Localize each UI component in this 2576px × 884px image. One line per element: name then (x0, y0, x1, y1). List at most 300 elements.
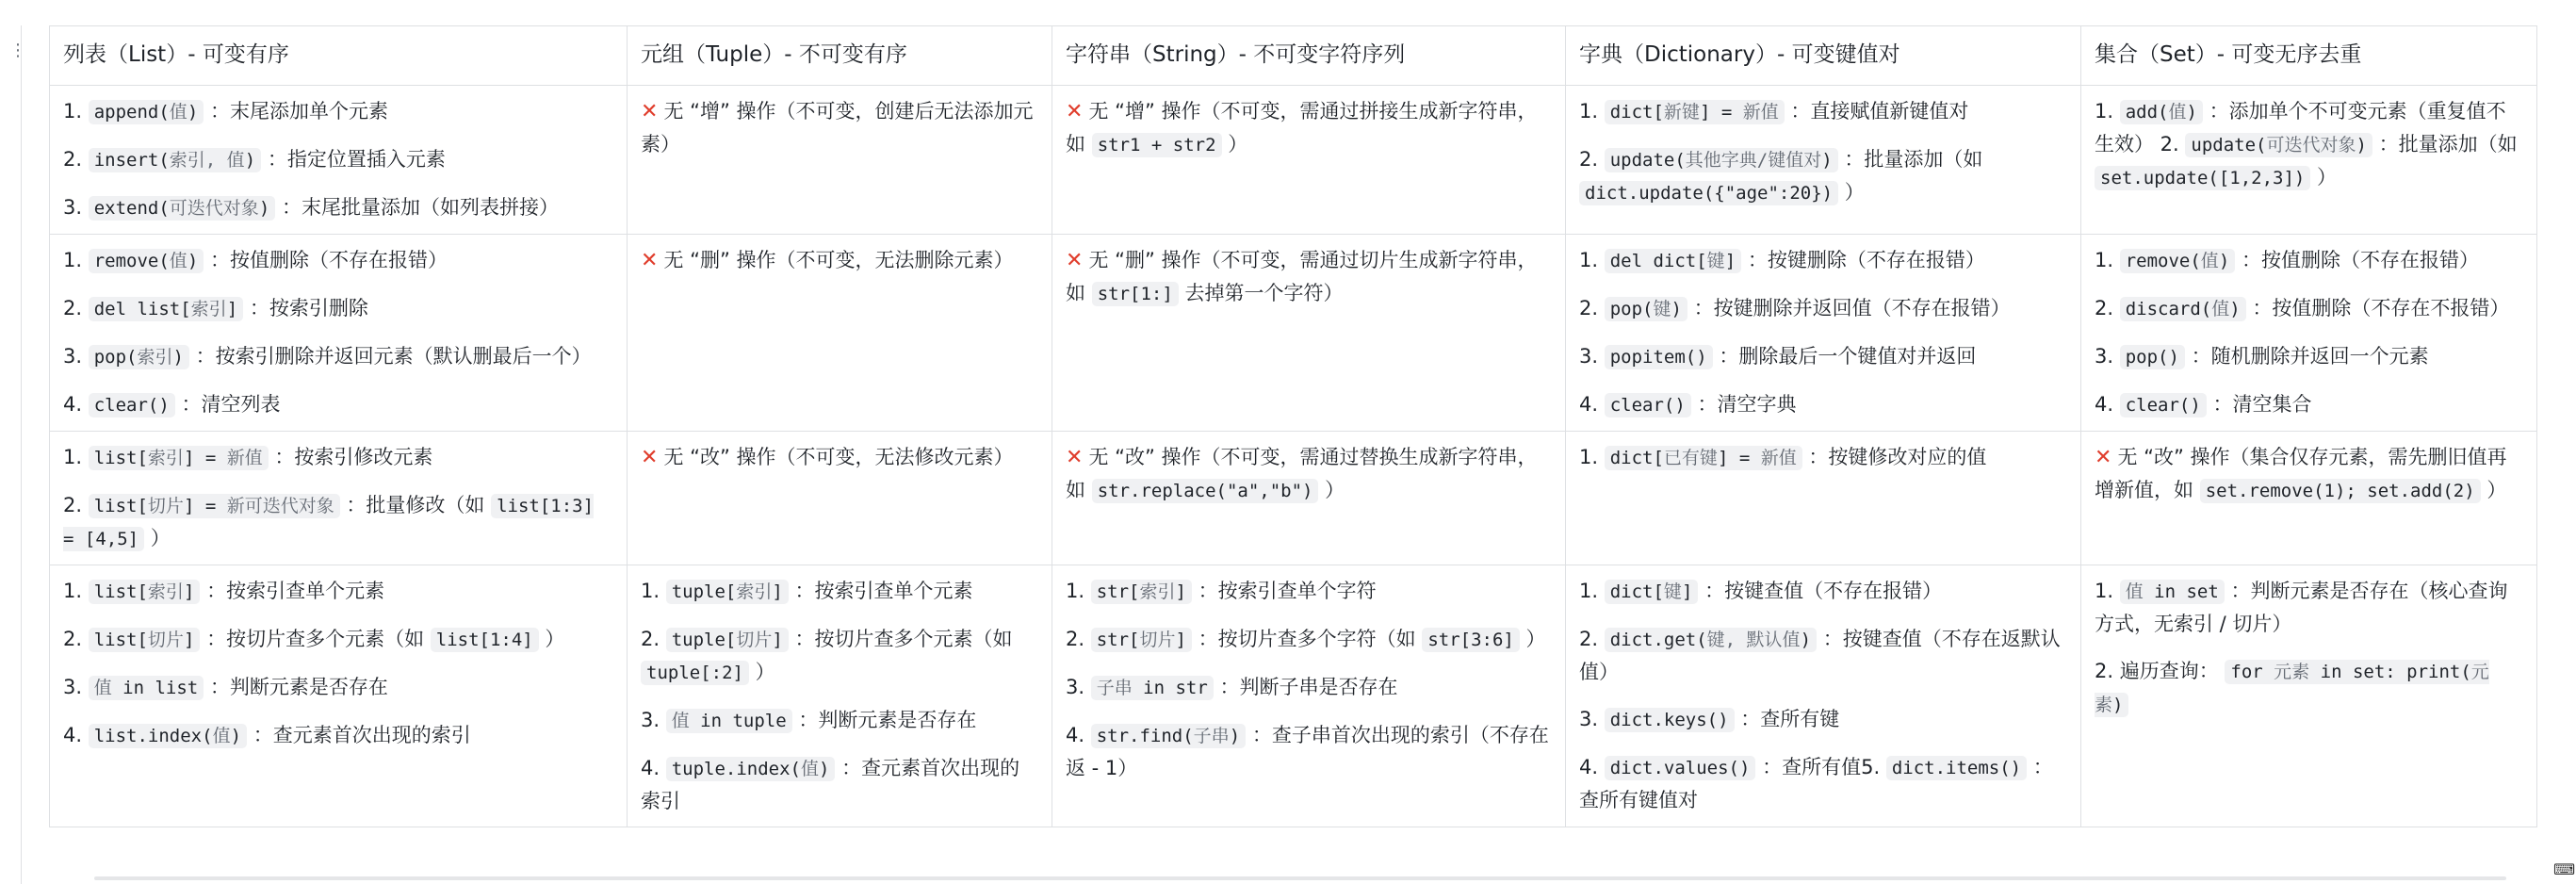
inline-code (2095, 166, 2310, 190)
horizontal-scrollbar[interactable] (94, 876, 2506, 880)
cell-line (63, 340, 613, 373)
cell-line (63, 244, 613, 277)
inline-code (89, 196, 276, 221)
code-text: ] (183, 581, 195, 602)
cell-line (1579, 340, 2067, 373)
cell-line (2095, 244, 2523, 277)
code-placeholder: 索引 (147, 448, 184, 468)
cell-delete-dict[interactable] (1566, 235, 2081, 432)
code-text: str[ (1096, 630, 1140, 650)
cell-text: ） (144, 527, 171, 549)
drag-handle-icon[interactable]: ⋮ (9, 41, 26, 60)
list-number: 3. (1579, 708, 1605, 730)
code-text: str[ (1096, 581, 1140, 602)
cell-text: ：查子串首次出现的索引（不存在返 - 1） (1066, 724, 1549, 779)
inline-code (1092, 282, 1179, 306)
code-text: str[1:] (1097, 284, 1173, 304)
cell-line (63, 671, 613, 704)
inline-code (666, 628, 789, 652)
code-text: dict.get( (1609, 630, 1707, 650)
cell-delete-list[interactable] (50, 235, 628, 432)
cell-modify-set[interactable] (2081, 432, 2537, 565)
cell-line (1066, 95, 1552, 161)
list-number: 1. (1066, 580, 1091, 602)
code-placeholder: 索引 (190, 299, 227, 319)
cell-text: ：随机删除并返回一个元素 (2184, 345, 2429, 368)
code-text: insert( (93, 150, 170, 171)
code-placeholder: 新可迭代对象 (226, 496, 334, 516)
cell-text: ） (1318, 479, 1345, 501)
cell-modify-list[interactable] (50, 432, 628, 565)
code-text: list.index( (93, 726, 213, 746)
cell-query-dict[interactable] (1566, 565, 2081, 827)
inline-code (89, 297, 243, 321)
code-placeholder: 键 (1706, 251, 1725, 271)
cell-text: ） (748, 661, 775, 683)
cell-delete-set[interactable] (2081, 235, 2537, 432)
cell-line (641, 623, 1038, 689)
inline-code (2120, 100, 2203, 124)
cell-text: ：按键查值（不存在报错） (1698, 580, 1943, 602)
code-text: ] = (183, 496, 227, 516)
code-placeholder: 切片 (147, 496, 184, 516)
code-text: list[ (93, 448, 148, 468)
cell-text: ：按键查值（不存在返默认值） (1579, 628, 2061, 683)
cell-text: ：清空列表 (174, 393, 281, 416)
inline-code (1091, 628, 1192, 652)
red-cross-icon: ✕ (1066, 100, 1084, 123)
code-text: dict.keys() (1609, 710, 1729, 730)
list-number: 1. (1579, 446, 1605, 468)
cell-text: ） (2480, 479, 2507, 501)
header-list[interactable]: 列表（List）- 可变有序 (50, 26, 628, 86)
cell-text: ：按索引查单个字符 (1191, 580, 1377, 602)
cell-text: ：按键修改对应的值 (1802, 446, 1987, 468)
list-number: 2. (2095, 297, 2120, 319)
cell-add-set[interactable] (2081, 86, 2537, 235)
inline-code (1605, 756, 1756, 780)
cell-text: ） (2310, 166, 2338, 188)
code-placeholder: 值 (2168, 102, 2187, 123)
cell-line (63, 191, 613, 224)
cell-text: ：按值删除（不存在报错） (2235, 249, 2479, 271)
list-number: 1. (1579, 580, 1605, 602)
inline-code (2120, 249, 2236, 273)
inline-code (666, 580, 789, 604)
inline-code (1605, 345, 1713, 369)
code-text: tuple[:2] (646, 663, 743, 683)
inline-code (2120, 393, 2207, 417)
code-text: ] (1724, 251, 1736, 271)
code-text: ] (772, 630, 783, 650)
cell-line (2095, 95, 2523, 194)
red-cross-icon: ✕ (1066, 249, 1084, 272)
cell-text: ：按索引删除 (243, 297, 368, 319)
row-header-border (21, 25, 22, 884)
cell-query-tuple[interactable] (628, 565, 1052, 827)
code-placeholder: 已有键 (1663, 448, 1718, 468)
code-placeholder: 新值 (226, 448, 263, 468)
list-number: 4. (1579, 393, 1605, 416)
list-number: 2. (63, 297, 89, 319)
code-text: del dict[ (1609, 251, 1707, 271)
cell-text: 无 “改” 操作（集合仅存元素，需先删旧值再增新值，如 (2095, 446, 2507, 501)
list-number: 3. (63, 676, 89, 698)
cell-line (641, 441, 1038, 474)
code-placeholder: 新键 (1663, 102, 1700, 123)
inline-code (1605, 393, 1691, 417)
code-text: list[1:4] (435, 630, 533, 650)
inline-code (1579, 181, 1838, 205)
code-text: dict.values() (1609, 758, 1751, 778)
list-number: 1. (2095, 100, 2120, 123)
inline-code (1092, 133, 1222, 157)
cell-line (63, 575, 613, 608)
code-text: discard( (2125, 299, 2212, 319)
cell-line (641, 575, 1038, 608)
code-placeholder: 索引, 值 (169, 150, 245, 171)
code-text: ) (1800, 630, 1812, 650)
list-number: 2. (63, 494, 89, 516)
header-string[interactable]: 字符串（String）- 不可变字符序列 (1052, 26, 1566, 86)
code-placeholder: 子串 (1193, 726, 1230, 746)
code-text: set.update([1,2,3]) (2100, 168, 2306, 188)
cell-line (1579, 703, 2067, 736)
code-text: clear() (2125, 395, 2201, 416)
list-number: 2. (1579, 297, 1605, 319)
comparison-table (49, 25, 2537, 827)
cell-text: ） (1221, 133, 1248, 156)
code-text: update( (2191, 135, 2267, 156)
list-number: 3. (63, 196, 89, 219)
inline-code (89, 494, 340, 518)
cell-text: 无 “改” 操作（不可变，无法修改元素） (663, 446, 1014, 468)
code-text: del list[ (93, 299, 191, 319)
code-text: ) (1821, 150, 1833, 171)
code-placeholder: 新值 (1742, 102, 1779, 123)
code-text: pop() (2125, 347, 2179, 368)
code-text: ) (2218, 251, 2230, 271)
cell-line (63, 623, 613, 656)
code-text: remove( (2125, 251, 2201, 271)
list-number: 1. (63, 580, 89, 602)
cell-text: 无 “改” 操作（不可变，需通过替换生成新字符串，如 (1066, 446, 1538, 501)
list-number: 4. (63, 724, 89, 746)
code-text: ) (2112, 695, 2124, 715)
inline-code (89, 345, 189, 369)
code-text: list[ (93, 496, 148, 516)
cell-text: ：批量添加（如 (2372, 133, 2518, 156)
inline-code (1605, 628, 1817, 652)
cell-line (1579, 623, 2067, 688)
cell-text: ：批量修改（如 (339, 494, 492, 516)
list-number: 3. (2095, 345, 2120, 368)
code-placeholder: 值 (212, 726, 231, 746)
code-text: ) (2229, 299, 2241, 319)
red-cross-icon: ✕ (641, 446, 659, 469)
cell-text: ：按值删除（不存在报错） (204, 249, 448, 271)
code-placeholder: 新值 (1760, 448, 1797, 468)
inline-code (1092, 479, 1319, 503)
cell-text: ：查所有键 (1734, 708, 1840, 730)
cell-line (63, 719, 613, 752)
list-number: 1. (1579, 100, 1605, 123)
code-text: clear() (93, 395, 170, 416)
inline-code (2120, 580, 2225, 604)
code-text: ] (1175, 581, 1186, 602)
cell-modify-tuple[interactable] (628, 432, 1052, 565)
code-placeholder: 可迭代对象 (169, 198, 259, 219)
cell-text: 无 “删” 操作（不可变，无法删除元素） (663, 249, 1014, 271)
cell-text: ：判断子串是否存在 (1213, 676, 1398, 698)
cell-modify-string[interactable] (1052, 432, 1566, 565)
list-number: 4. (1066, 724, 1091, 746)
code-placeholder: 子串 (1096, 678, 1133, 698)
code-placeholder: 值 (2211, 299, 2230, 319)
code-text: clear() (1609, 395, 1686, 416)
inline-code (1091, 724, 1246, 748)
inline-code (1605, 297, 1687, 321)
inline-code (2120, 345, 2185, 369)
cell-text: ：按键删除（不存在报错） (1741, 249, 1985, 271)
list-number: 3. (641, 709, 666, 731)
code-text: tuple[ (671, 630, 737, 650)
cell-line (1579, 292, 2067, 325)
list-number: 1. (63, 100, 89, 123)
cell-delete-string[interactable] (1052, 235, 1566, 432)
inline-code (1605, 580, 1699, 604)
code-text: str[3:6] (1427, 630, 1514, 650)
code-text: for (2230, 662, 2274, 682)
code-text: dict.items() (1891, 758, 2022, 778)
code-text: pop( (1609, 299, 1654, 319)
header-set[interactable]: 集合（Set）- 可变无序去重 (2081, 26, 2537, 86)
code-text: ) (2186, 102, 2197, 123)
inline-code (2120, 297, 2246, 321)
code-text: dict[ (1609, 581, 1664, 602)
cell-text: ：末尾批量添加（如列表拼接） (275, 196, 559, 219)
inline-code (1605, 249, 1741, 273)
keyboard-icon[interactable]: ⌨ (2553, 860, 2576, 878)
code-text: ) (2356, 135, 2367, 156)
cell-line (63, 95, 613, 128)
inline-code (89, 676, 204, 700)
code-text: set.remove(1); set.add(2) (2205, 481, 2475, 501)
cell-text: 去掉第一个字符） (1178, 282, 1344, 304)
cell-query-set[interactable] (2081, 565, 2537, 827)
cell-query-string[interactable] (1052, 565, 1566, 827)
inline-code (1605, 100, 1785, 124)
list-number: 2. (1579, 148, 1605, 171)
inline-code (431, 628, 539, 652)
cell-add-tuple[interactable] (628, 86, 1052, 235)
table-row-add (50, 86, 2537, 235)
inline-code (89, 446, 269, 470)
inline-code (2185, 133, 2372, 157)
cell-line (641, 244, 1038, 277)
cell-add-list[interactable] (50, 86, 628, 235)
cell-text: ：直接赋值新键值对 (1784, 100, 1969, 123)
list-number: 1. (2095, 580, 2120, 602)
code-placeholder: 键 (1663, 581, 1682, 602)
list-number: 2. (2095, 660, 2120, 682)
cell-line (1066, 575, 1552, 608)
cell-text: ：指定位置插入元素 (261, 148, 446, 171)
table-row-delete (50, 235, 2537, 432)
inline-code (89, 580, 201, 604)
code-text: ] (226, 299, 238, 319)
code-placeholder: 元素 (2095, 662, 2489, 715)
code-text: in set: print( (2309, 662, 2471, 682)
cell-line (641, 95, 1038, 160)
code-text: remove( (93, 251, 170, 271)
cell-text: ：按切片查多个元素（如 (788, 628, 1013, 650)
code-text: in set (2143, 581, 2219, 602)
cell-text: ） (538, 628, 565, 650)
cell-text: ） (1519, 628, 1546, 650)
code-placeholder: 索引 (147, 581, 184, 602)
code-text: in tuple (689, 711, 787, 731)
cell-text: 无 “增” 操作（不可变，创建后无法添加元素） (641, 100, 1034, 156)
code-text: ] = (1699, 102, 1743, 123)
table-body (50, 86, 2537, 827)
cell-query-list[interactable] (50, 565, 628, 827)
inline-code (89, 724, 247, 748)
code-text: list[ (93, 630, 148, 650)
table-row-modify (50, 432, 2537, 565)
code-text: ) (244, 150, 256, 171)
cell-line (1066, 719, 1552, 784)
list-number: 2. (63, 628, 89, 650)
cell-text: 无 “删” 操作（不可变，需通过切片生成新字符串，如 (1066, 249, 1538, 304)
code-text: ] (772, 581, 783, 602)
inline-code (89, 249, 204, 273)
code-placeholder: 切片 (736, 630, 773, 650)
code-placeholder: 键 (1653, 299, 1671, 319)
cell-text: ：清空字典 (1690, 393, 1797, 416)
cell-line (2095, 388, 2523, 421)
list-number: 2. (641, 628, 666, 650)
code-text: dict[ (1609, 448, 1664, 468)
cell-line (2095, 292, 2523, 325)
cell-modify-dict[interactable] (1566, 432, 2081, 565)
inline-code (1605, 708, 1735, 732)
code-text: update( (1609, 150, 1686, 171)
inline-code (1605, 446, 1802, 470)
cell-line (2095, 655, 2523, 721)
code-placeholder: 值 (93, 678, 112, 698)
code-text: ) (1229, 726, 1241, 746)
cell-text: ：查元素首次出现的索引 (641, 757, 1020, 812)
code-text: append( (93, 102, 170, 123)
cell-text: ：判断元素是否存在（核心查询方式，无索引 / 切片） (2095, 580, 2508, 635)
code-text: popitem() (1609, 347, 1707, 368)
code-text: str.replace("a","b") (1097, 481, 1313, 501)
cell-line (63, 292, 613, 325)
cell-text: ：按键删除并返回值（不存在报错） (1687, 297, 2011, 319)
code-text: ) (230, 726, 242, 746)
code-text: str1 + str2 (1097, 135, 1216, 156)
cell-line (2095, 575, 2523, 640)
cell-text: ：查所有值5. (1755, 756, 1886, 778)
code-placeholder: 键, 默认值 (1706, 630, 1801, 650)
cell-line (1066, 623, 1552, 656)
code-placeholder: 索引 (137, 347, 173, 368)
code-placeholder: 元素 (2274, 662, 2310, 682)
cell-line (641, 752, 1038, 817)
cell-text: 无 “增” 操作（不可变，需通过拼接生成新字符串，如 (1066, 100, 1538, 156)
inline-code (641, 661, 749, 685)
cell-line (641, 704, 1038, 737)
list-number: 1. (1579, 249, 1605, 271)
inline-code (1605, 148, 1838, 172)
cell-text: ：按索引查单个元素 (788, 580, 973, 602)
inline-code (666, 757, 836, 781)
cell-line (1579, 244, 2067, 277)
cell-text: ：按切片查多个元素（如 (200, 628, 431, 650)
code-text: ] (1175, 630, 1186, 650)
list-number: 1. (2095, 249, 2120, 271)
cell-line (2095, 441, 2523, 507)
red-cross-icon: ✕ (641, 249, 659, 272)
cell-line (1066, 244, 1552, 310)
code-text: add( (2125, 102, 2169, 123)
inline-code (1886, 756, 2027, 780)
inline-code (2200, 479, 2481, 503)
cell-delete-tuple[interactable] (628, 235, 1052, 432)
code-text: ] (1681, 581, 1693, 602)
code-text: ) (258, 198, 270, 219)
cell-line (63, 143, 613, 176)
code-placeholder: 其他字典/键值对 (1685, 150, 1822, 171)
code-placeholder: 索引 (736, 581, 773, 602)
code-text: in list (111, 678, 199, 698)
inline-code (89, 148, 261, 172)
code-text: dict.update({"age":20}) (1585, 183, 1834, 204)
code-text: ] (183, 630, 195, 650)
list-number: 4. (2095, 393, 2120, 416)
code-text: pop( (93, 347, 138, 368)
code-placeholder: 切片 (1139, 630, 1176, 650)
cell-text: ） (1838, 181, 1865, 204)
inline-code (666, 709, 792, 733)
header-tuple[interactable]: 元组（Tuple）- 不可变有序 (628, 26, 1052, 86)
red-cross-icon: ✕ (2095, 446, 2112, 469)
code-text: ) (172, 347, 184, 368)
inline-code (1091, 676, 1214, 700)
cell-text: 遍历查询： (2119, 660, 2225, 682)
list-number: 2. (63, 148, 89, 171)
code-text: ) (187, 251, 199, 271)
cell-add-string[interactable] (1052, 86, 1566, 235)
cell-text: ：按索引查单个元素 (200, 580, 385, 602)
cell-add-dict[interactable] (1566, 86, 2081, 235)
code-text: ] = (183, 448, 227, 468)
cell-text: ：删除最后一个键值对并返回 (1712, 345, 1977, 368)
list-number: 4. (1579, 756, 1605, 778)
cell-line (1066, 441, 1552, 507)
header-dict[interactable]: 字典（Dictionary）- 可变键值对 (1566, 26, 2081, 86)
table-row-query (50, 565, 2537, 827)
left-gutter (0, 0, 26, 884)
table-header-row (50, 26, 2537, 86)
cell-text: ：添加单个不可变元素（重复值不生效） 2. (2095, 100, 2506, 156)
inline-code (89, 628, 201, 652)
cell-line (63, 489, 613, 555)
code-placeholder: 值 (169, 251, 187, 271)
list-number: 1. (63, 249, 89, 271)
cell-text: ：查所有键值对 (1579, 756, 2053, 811)
